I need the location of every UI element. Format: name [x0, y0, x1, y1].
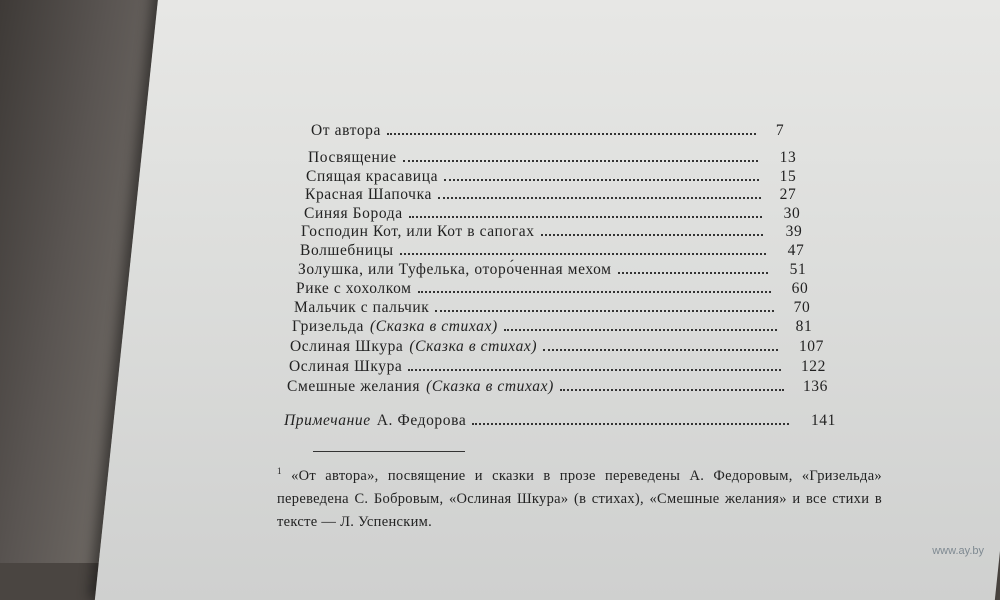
notes-entry-title: Примечание: [284, 412, 371, 429]
toc-entry-title: Гризельда: [292, 318, 365, 335]
toc-entry-title: Ослиная Шкура: [290, 338, 404, 355]
toc-entry-subtitle: (Сказка в стихах): [409, 338, 538, 355]
page-number: 60: [791, 280, 809, 297]
leader-dots: [444, 178, 759, 181]
page-number: 27: [779, 186, 797, 203]
page-number: 136: [802, 378, 828, 395]
leader-dots: [409, 215, 762, 218]
footnote-text: «От автора», посвящение и сказки в прозе переведены А. Федоровым, «Гризельда» переведена С. Бобровым, «Ослиная Шкура» (в стихах), «Смешные желания» и все стихи в тексте — Л. Успенским.: [277, 468, 882, 530]
toc-entry: [292, 314, 777, 336]
leader-dots: [400, 252, 766, 255]
leader-dots: [472, 422, 789, 425]
page-number: 47: [787, 242, 805, 259]
leader-dots: [403, 159, 758, 162]
page-number: 141: [810, 412, 836, 429]
toc-entry-title: Красная Шапочка: [305, 186, 432, 203]
page-number: 122: [800, 358, 826, 375]
toc-entry-title: Золушка, или Туфелька, оторо́ченная мехом: [298, 261, 612, 278]
notes-entry-author: А. Федорова: [376, 412, 467, 429]
toc-entry-title: Рике с хохолком: [296, 280, 412, 297]
toc-entry-page: [784, 334, 824, 356]
footnote-rule: [313, 451, 465, 452]
toc-entry-subtitle: (Сказка в стихах): [426, 378, 554, 395]
toc-entry-title: Спящая красавица: [306, 168, 439, 185]
toc-entry-page: [786, 354, 826, 376]
page-number: 13: [779, 149, 797, 166]
leader-dots: [387, 132, 756, 135]
toc-entry-page: [760, 118, 800, 140]
leader-dots: [541, 233, 763, 236]
leader-dots: [504, 328, 777, 331]
toc-entry-page: [788, 374, 828, 396]
notes-entry-page: [796, 408, 836, 430]
page-number: 7: [775, 122, 785, 139]
footnote-mark: 1: [277, 466, 282, 476]
toc-entry: [290, 334, 778, 356]
toc-entry-title: Мальчик с пальчик: [294, 299, 430, 316]
page-number: 107: [798, 338, 824, 355]
toc-entry-title: Ослиная Шкура: [289, 358, 403, 375]
leader-dots: [560, 388, 784, 391]
toc-entry-page: [784, 314, 824, 336]
toc-entry: [289, 354, 781, 376]
toc-entry-title: Смешные желания: [287, 378, 421, 395]
page-number: 30: [783, 205, 801, 222]
page-number: 51: [789, 261, 807, 278]
page-number: 15: [779, 168, 797, 185]
notes-entry: [284, 408, 789, 430]
leader-dots: [435, 309, 774, 312]
toc-entry-title: Волшебницы: [300, 242, 394, 259]
page-number: 70: [793, 299, 811, 316]
watermark: www.ay.by: [932, 545, 984, 557]
leader-dots: [618, 271, 768, 274]
toc-entry: [287, 374, 784, 396]
footnote: [277, 460, 882, 534]
toc-entry-subtitle: (Сказка в стихах): [370, 318, 498, 335]
leader-dots: [418, 290, 771, 293]
page-number: 81: [795, 318, 813, 335]
leader-dots: [438, 196, 761, 199]
toc-entry-title: От автора: [311, 122, 382, 139]
toc-entry-title: Посвящение: [308, 149, 397, 166]
leader-dots: [543, 348, 778, 351]
page-number: 39: [785, 223, 803, 240]
toc-entry: [311, 118, 756, 140]
leader-dots: [408, 368, 781, 371]
toc-entry-title: Господин Кот, или Кот в сапогах: [301, 223, 535, 240]
toc-entry-title: Синяя Борода: [304, 205, 403, 222]
